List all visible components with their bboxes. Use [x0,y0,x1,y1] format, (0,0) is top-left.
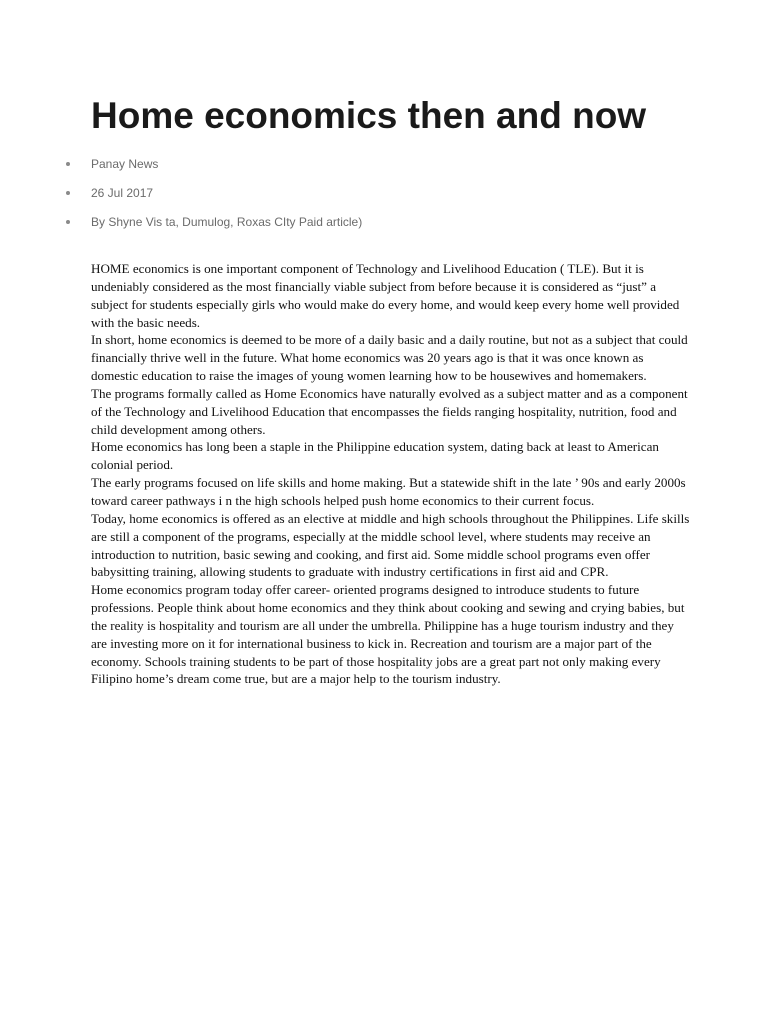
meta-item-date [66,183,362,212]
bullet-icon [66,162,70,166]
article-meta-list [66,154,362,241]
paragraph: The programs formally called as Home Economics have naturally evolved as a subject matter and as a component of the Technology and Livelihood Education that encompasses the fields ranging hospitality, nutrition, food and child development among others. [91,385,688,437]
meta-item-byline [66,212,362,241]
bullet-icon [66,191,70,195]
bullet-icon [66,220,70,224]
paragraph: Home economics has long been a staple in the Philippine education system, dating back at least to American colonial period. [91,439,659,473]
meta-item-source [66,154,362,183]
paragraph: The early programs focused on life skills and home making. But a statewide shift in the late ’ 90s and early 2000s toward career pathways i n the high schools helped push home economics to their current focus. [91,475,686,508]
paragraph: Home economics program today offer career- oriented programs designed to introduce students to future professions. People think about home economics and they think about cooking and sewing and crying babies, but the reality is hospitality and tourism are all under the umbrella. Philippine has a huge tourism industry and they are investing more on it for international business to kick in. Recreation and tourism are a major part of the economy. Schools training students to be part of those hospitality jobs are a great part not only making every Filipino home’s dream come true, but are a major help to the tourism industry. [91,582,685,687]
paragraph: Today, home economics is offered as an elective at middle and high schools throughout the Philippines. Life skills are still a component of the programs, especially at the middle school level, where students may receive an introduction to nutrition, basic sewing and cooking, and first aid. Some middle school programs even offer babysitting training, allowing students to graduate with industry certifications in first aid and CPR. [91,510,690,580]
article-body [91,260,691,688]
paragraph: HOME economics is one important component of Technology and Livelihood Education ( TLE). But it is undeniably considered as the most financially viable subject from before because it is considered as “just” a subject for students especially girls who would make do every home, and would keep every home well provided with the basic needs. [91,261,680,330]
meta-date: 26 Jul 2017 [91,186,154,200]
meta-byline: By Shyne Vis ta, Dumulog, Roxas CIty Paid article) [91,215,363,229]
article-title: Home economics then and now [91,95,647,136]
paragraph: In short, home economics is deemed to be more of a daily basic and a daily routine, but not as a subject that could financially thrive well in the future. What home economics was 20 years ago is that it was once known as domestic education to raise the images of young women learning how to be housewives and homemakers. [91,332,688,384]
meta-source: Panay News [91,157,159,171]
